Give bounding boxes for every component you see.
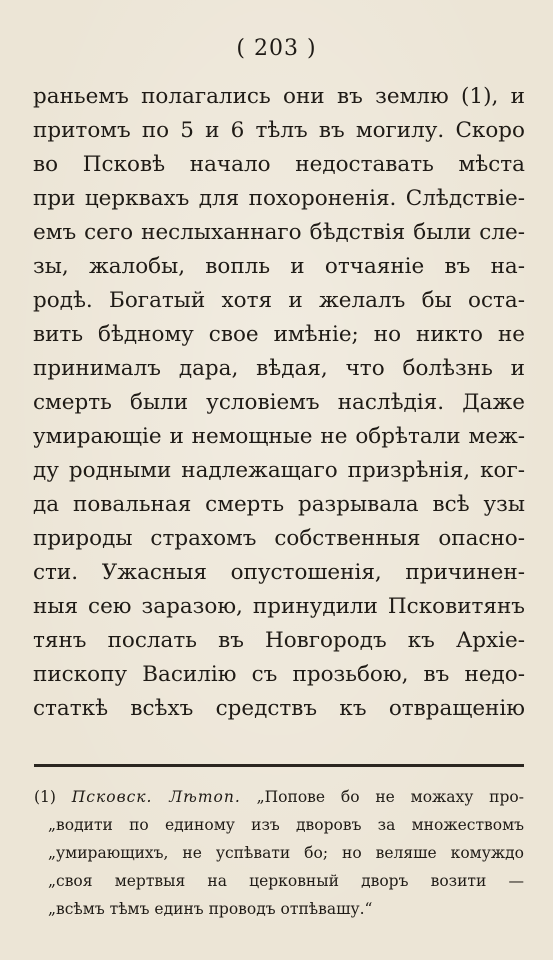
page-number: ( 203 ) [236,36,317,61]
body-line: умирающіе и немощные не обрѣтали меж- [33,424,525,449]
body-line: смерть были условіемъ наслѣдія. Даже [33,390,525,415]
body-line: родѣ. Богатый хотя и желалъ бы оста- [33,288,525,313]
footnote-line: „своя мертвыя на церковный дворъ возити — [48,872,524,890]
body-line: природы страхомъ собственныя опасно- [33,526,525,551]
body-line: во Псковѣ начало недоставать мѣста [33,152,525,177]
body-line: зы, жалобы, вопль и отчаяніе въ на- [33,254,525,279]
body-line: вить бѣдному свое имѣніе; но никто не [33,322,525,347]
body-line: ду родными надлежащаго призрѣнія, ког- [33,458,525,483]
body-line: ныя сею заразою, принудили Псковитянъ [33,594,525,619]
body-line: статкѣ всѣхъ средствъ къ отвращенію [33,696,525,721]
body-line: емъ сего неслыханнаго бѣдствія были сле- [33,220,525,245]
footnote-quote-start: „Попове бо не можаху про- [256,788,524,806]
footnote-divider [34,764,524,767]
footnote-marker: (1) [34,788,56,806]
body-line: сти. Ужасныя опустошенія, причинен- [33,560,525,585]
body-line: принималъ дара, вѣдая, что болѣзнь и [33,356,525,381]
body-line: раньемъ полагались они въ землю (1), и [33,84,525,109]
footnote-line-1 [34,784,524,810]
footnote-line: „умирающихъ, не успѣвати бо; но веляше комуждо [48,844,524,862]
footnote-source: Псковск. Лѣтоп. [71,788,241,806]
footnote-line: „всѣмъ тѣмъ единъ проводъ отпѣвашу.“ [48,900,373,918]
body-line: тянъ послать въ Новгородъ къ Архіе- [33,628,525,653]
body-line: притомъ по 5 и 6 тѣлъ въ могилу. Скоро [33,118,525,143]
footnote-line: „водити по единому изъ дворовъ за множествомъ [48,816,524,834]
body-line: при церквахъ для похороненія. Слѣдствіе- [33,186,525,211]
body-line: пископу Василію съ прозьбою, въ недо- [33,662,525,687]
body-line: да повальная смерть разрывала всѣ узы [33,492,525,517]
